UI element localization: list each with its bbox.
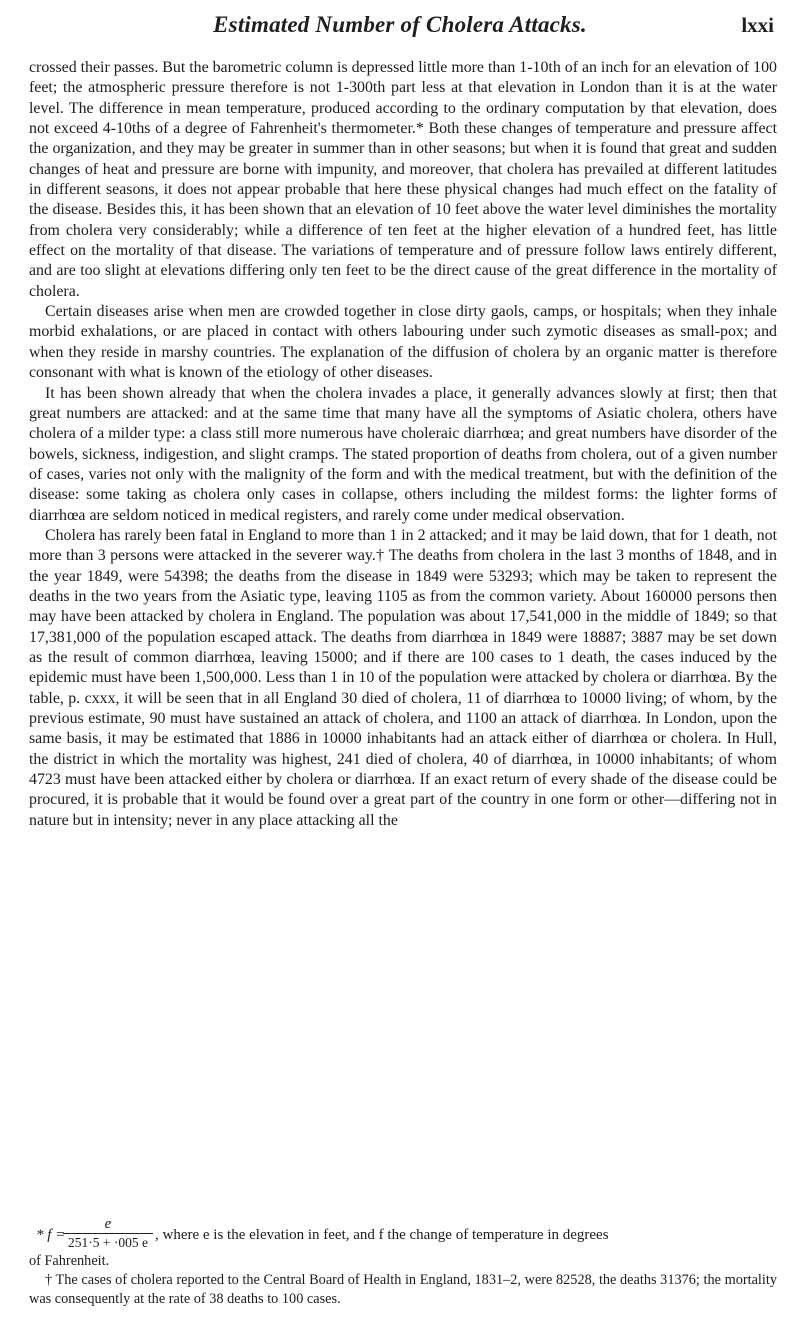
- formula-lhs: * f =: [36, 1227, 66, 1243]
- body-text: [29, 58, 777, 831]
- page-number: lxxi: [741, 13, 774, 37]
- footnotes: [29, 1216, 777, 1309]
- page-title: Estimated Number of Cholera Attacks.: [213, 12, 587, 37]
- footnote-formula: [29, 1216, 777, 1256]
- paragraph-2: Certain diseases arise when men are crowded together in close dirty gaols, camps, or hospitals; when they inhale morbid exhalations, or are placed in contact with others labouring under such zymotic diseases as small-pox; and when they reside in marshy countries. The explanation of the diffusion of cholera by an organic matter is therefore consonant with what is known of the etiology of other diseases.: [29, 303, 777, 382]
- paragraph-4: Cholera has rarely been fatal in England to more than 1 in 2 attacked; and it may be laid down, that for 1 death, not more than 3 persons were attacked in the severer way.† The deaths from cholera in the last 3 months of 1848, and in the year 1849, were 54398; the deaths from the disease in 1849 were 53293; which may be taken to represent the deaths in the two years from the Asiatic type, leaving 1105 as from the common variety. About 160000 persons then may have been attacked by cholera in England. The population was about 17,541,000 in the middle of 1849; so that 17,381,000 of the population escaped attack. The deaths from diarrhœa in 1849 were 18887; 3887 may be set down as the result of common diarrhœa, leaving 15000; and if there are 100 cases to 1 death, the cases induced by the epidemic must have been 1,500,000. Less than 1 in 10 of the population were attacked by cholera or diarrhœa. By the table, p. cxxx, it will be seen that in all England 30 died of cholera, 11 of diarrhœa to 10000 living; of whom, by the previous estimate, 90 must have sustained an attack of cholera, and 1100 an attack of diarrhœa. In London, upon the same basis, it may be estimated that 1886 in 10000 inhabitants had an attack either of diarrhœa or cholera. In Hull, the district in which the mortality was highest, 241 died of cholera, 40 of diarrhœa, in 10000 inhabitants; of whom 4723 must have been attacked either by cholera or diarrhœa. If an exact return of every shade of the disease could be procured, it is probable that it would be found over a great part of the country in one form or other—differing not in nature but in intensity; never in any place attacking all the: [29, 526, 777, 829]
- paragraph-3: It has been shown already that when the cholera invades a place, it generally advances slowly at first; then that great numbers are attacked: and at the same time that many have all the symptoms of Asiatic cholera, others have cholera of a milder type: a class still more numerous have choleraic diarrhœa; and great numbers have disorder of the bowels, sickness, indigestion, and slight cramps. The stated proportion of deaths from cholera, out of a given number of cases, varies not only with the malignity of the form and with the medical treatment, but with the definition of the disease: some taking as cholera only cases in collapse, others including the mildest forms: the lighter forms of diarrhœa are seldom noticed in medical registers, and rarely come under medical observation.: [29, 384, 777, 524]
- formula-denominator: 251·5 + ·005 e: [68, 1235, 148, 1250]
- footnote-continuation: of Fahrenheit.: [29, 1253, 110, 1269]
- running-head: [0, 12, 800, 46]
- paragraph-1: crossed their passes. But the barometric column is depressed little more than 1-10th of an inch for an elevation of 100 feet; the atmospheric pressure therefore is not 1-300th part less at that elevation in London than it is at the water level. The difference in mean temperature, produced according to the ordinary computation by that elevation, does not exceed 4-10ths of a degree of Fahrenheit's thermometer.* Both these changes of temperature and pressure affect the organization, and they may be greater in summer than in other seasons; but when it is found that great and sudden changes of heat and pressure are borne with impunity, and moreover, that cholera has prevailed at different latitudes in different seasons, it does not appear probable that here these physical changes had much effect on the fatality of the disease. Besides this, it has been shown that an elevation of 10 feet above the water level diminishes the mortality from cholera very considerably; while a difference of ten feet at the higher elevation of a hundred feet, has little effect on the mortality of that disease. The variations of temperature and of pressure follow laws entirely different, and are too slight at elevations differing only ten feet to be the direct cause of the great difference in the mortality of cholera.: [29, 59, 777, 300]
- formula-fraction: [63, 1216, 153, 1251]
- formula-numerator: e: [104, 1216, 112, 1232]
- footnote-dagger: † The cases of cholera reported to the Central Board of Health in England, 1831–2, were 82528, the deaths 31376; the mortality was consequently at the rate of 38 deaths to 100 cases.: [29, 1272, 777, 1307]
- formula-explanation: , where e is the elevation in feet, and f the change of temperature in degrees: [155, 1227, 609, 1243]
- fraction-bar: [63, 1233, 153, 1234]
